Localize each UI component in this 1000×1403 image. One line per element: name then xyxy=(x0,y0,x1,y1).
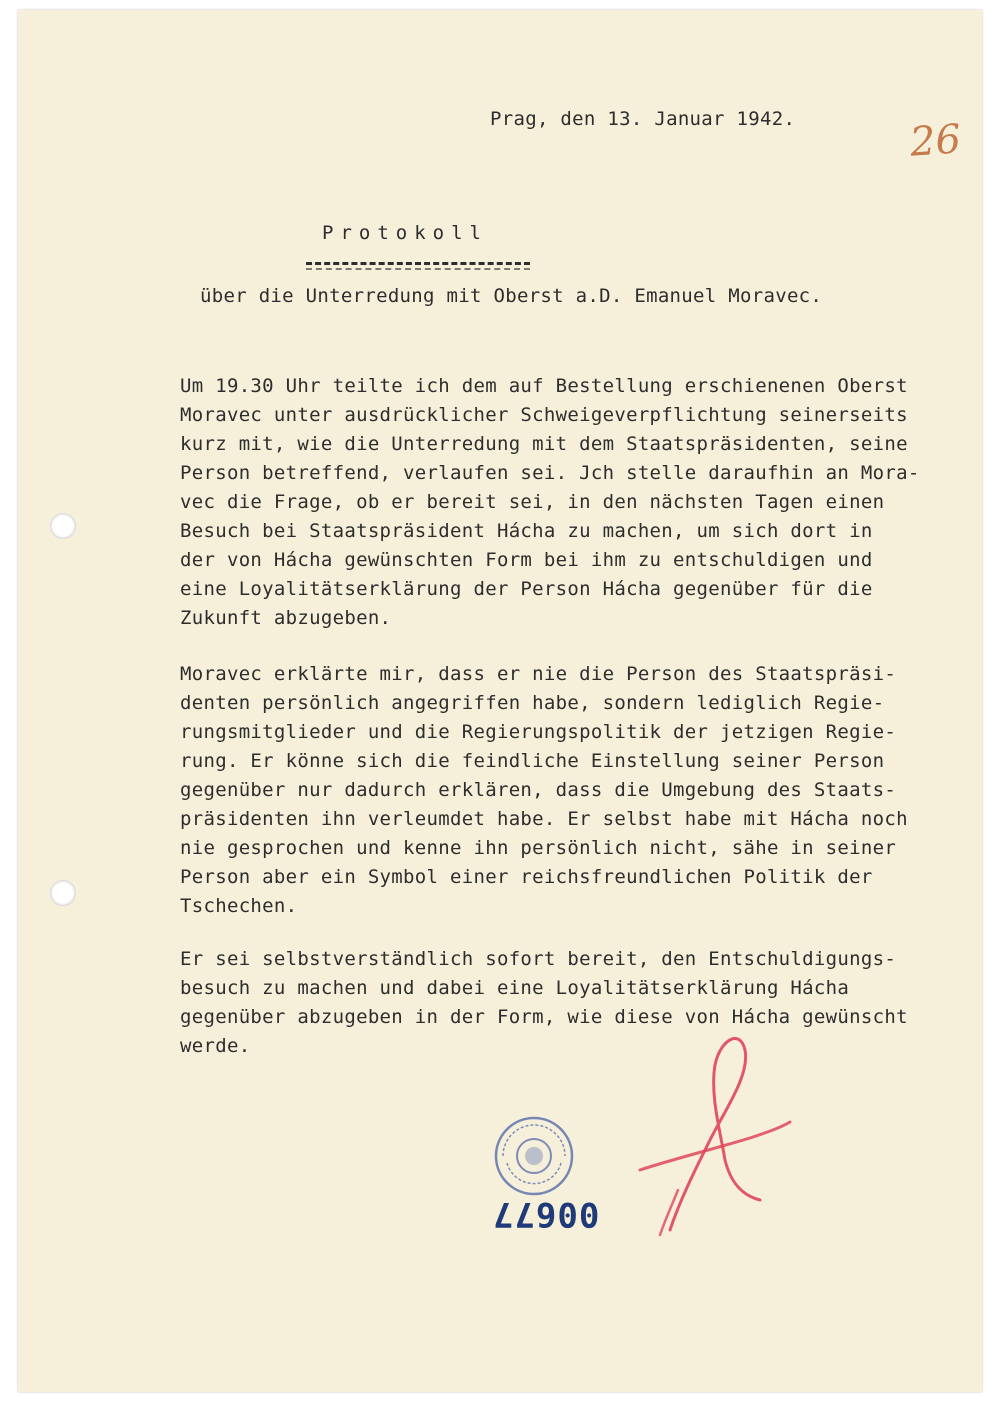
archive-stamp xyxy=(493,1115,575,1197)
title-underline xyxy=(306,262,530,265)
paragraph-3 xyxy=(180,945,940,1061)
punch-hole-bottom xyxy=(50,880,76,906)
paragraph-line: Person aber ein Symbol einer reichsfreundlichen Politik der xyxy=(180,866,873,888)
paragraph-line: Person betreffend, verlaufen sei. Jch stelle daraufhin an Mora- xyxy=(180,462,920,484)
paragraph-line: Moravec unter ausdrücklicher Schweigeverpflichtung seinerseits xyxy=(180,404,908,426)
paragraph-line: Moravec erklärte mir, dass er nie die Person des Staatspräsi- xyxy=(180,663,897,685)
paragraph-line: vec die Frage, ob er bereit sei, in den nächsten Tagen einen xyxy=(180,491,885,513)
document-title: Protokoll xyxy=(322,222,488,244)
paragraph-line: nie gesprochen und kenne ihn persönlich nicht, sähe in seiner xyxy=(180,837,897,859)
paragraph-line: Zukunft abzugeben. xyxy=(180,607,392,629)
paragraph-line: gegenüber abzugeben in der Form, wie diese von Hácha gewünscht xyxy=(180,1006,908,1028)
archive-number: 00677 xyxy=(492,1194,600,1234)
handwritten-page-number: 26 xyxy=(908,116,963,166)
paragraph-line: der von Hácha gewünschten Form bei ihm zu entschuldigen und xyxy=(180,549,873,571)
paragraph-line: eine Loyalitätserklärung der Person Hácha gegenüber für die xyxy=(180,578,873,600)
paragraph-line: gegenüber nur dadurch erklären, dass die Umgebung des Staats- xyxy=(180,779,897,801)
dateline: Prag, den 13. Januar 1942. xyxy=(490,108,796,130)
paragraph-line: rungsmitglieder und die Regierungspolitik der jetzigen Regie- xyxy=(180,721,897,743)
paragraph-line: besuch zu machen und dabei eine Loyalitätserklärung Hácha xyxy=(180,977,850,999)
punch-hole-top xyxy=(50,513,76,539)
paragraph-line: präsidenten ihn verleumdet habe. Er selbst habe mit Hácha noch xyxy=(180,808,908,830)
paragraph-2 xyxy=(180,660,940,921)
paragraph-line: Tschechen. xyxy=(180,895,298,917)
paragraph-line: Er sei selbstverständlich sofort bereit, den Entschuldigungs- xyxy=(180,948,897,970)
document-subtitle: über die Unterredung mit Oberst a.D. Emanuel Moravec. xyxy=(200,285,823,307)
paragraph-1 xyxy=(180,372,940,633)
paragraph-line: Besuch bei Staatspräsident Hácha zu machen, um sich dort in xyxy=(180,520,873,542)
paragraph-line: kurz mit, wie die Unterredung mit dem Staatspräsidenten, seine xyxy=(180,433,908,455)
paragraph-line: werde. xyxy=(180,1035,251,1057)
paragraph-line: denten persönlich angegriffen habe, sondern lediglich Regie- xyxy=(180,692,885,714)
red-pencil-signature xyxy=(600,1020,800,1250)
paragraph-line: rung. Er könne sich die feindliche Einstellung seiner Person xyxy=(180,750,885,772)
title-underline-shadow xyxy=(306,268,530,270)
paragraph-line: Um 19.30 Uhr teilte ich dem auf Bestellung erschienenen Oberst xyxy=(180,375,908,397)
